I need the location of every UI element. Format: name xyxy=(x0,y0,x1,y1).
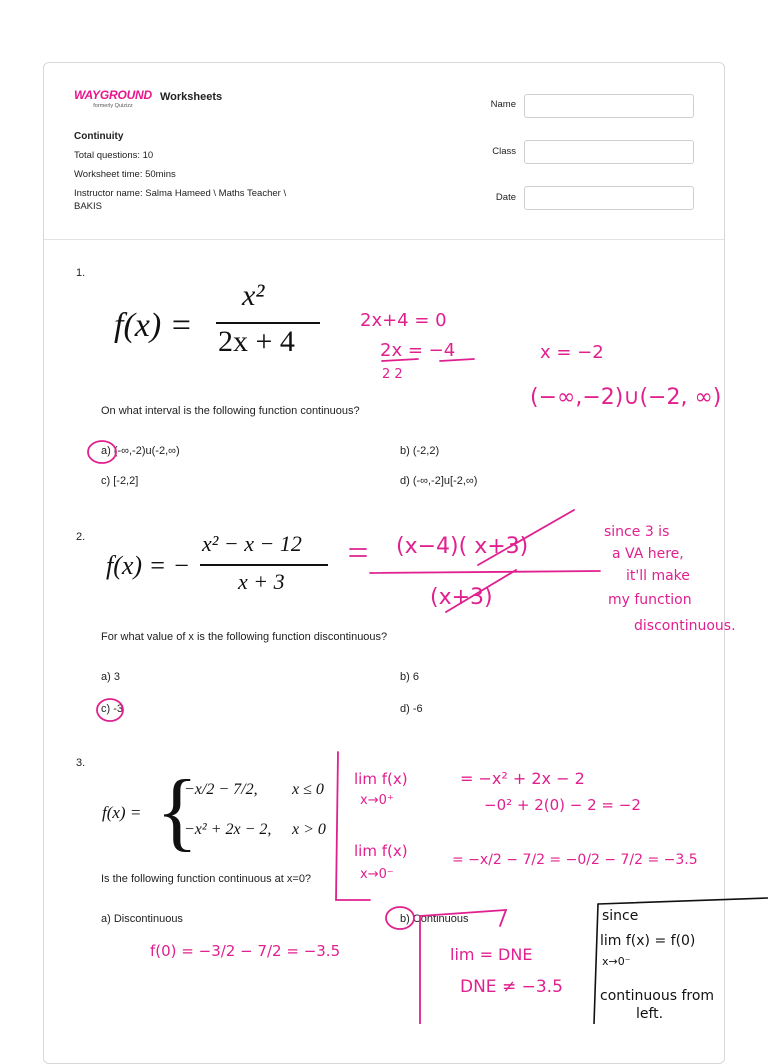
option-a[interactable]: a) Discontinuous xyxy=(101,913,183,925)
formula-piece-1: −x/2 − 7/2, xyxy=(184,781,258,798)
formula-denominator: x + 3 xyxy=(238,569,285,594)
ink-q3-lim-left: lim f(x) xyxy=(354,842,408,860)
ink-q1-solution: x = −2 xyxy=(540,342,604,363)
ink-q3-left-eval: = −x/2 − 7/2 = −0/2 − 7/2 = −3.5 xyxy=(452,852,698,868)
formula-condition-2: x > 0 xyxy=(292,821,326,838)
ink-q1-interval: (−∞,−2)∪(−2, ∞) xyxy=(530,385,722,410)
total-questions: Total questions: 10 xyxy=(74,150,154,161)
name-field[interactable] xyxy=(524,94,694,118)
ink-q3-conclusion-2: left. xyxy=(636,1006,664,1022)
formula-condition-1: x ≤ 0 xyxy=(292,781,324,798)
formula-lhs: f(x) = xyxy=(114,307,193,344)
question-1-formula xyxy=(114,279,324,367)
date-label: Date xyxy=(495,192,516,203)
instructor-name: Instructor name: Salma Hameed \ Maths Teacher \ BAKIS xyxy=(74,188,287,212)
worksheet-card xyxy=(43,62,725,1064)
option-d[interactable]: d) -6 xyxy=(400,703,423,715)
date-field[interactable] xyxy=(524,186,694,210)
option-b[interactable]: b) Continuous xyxy=(400,913,469,925)
ink-q2-note-1: since 3 is xyxy=(604,524,670,540)
question-2-text: For what value of x is the following function discontinuous? xyxy=(101,631,388,643)
ink-q3-f0: f(0) = −3/2 − 7/2 = −3.5 xyxy=(150,942,341,960)
formula-denominator: 2x + 4 xyxy=(218,325,295,358)
formula-lhs: f(x) = − xyxy=(106,551,191,580)
ink-q2-note-5: discontinuous. xyxy=(634,618,736,634)
ink-q3-right-eval: −0² + 2(0) − 2 = −2 xyxy=(484,796,641,814)
ink-q3-right-expr: = −x² + 2x − 2 xyxy=(460,769,585,788)
option-a[interactable]: a) 3 xyxy=(101,671,120,683)
question-number: 3. xyxy=(76,757,86,769)
ink-q3-approach-right: x→0⁺ xyxy=(360,793,394,808)
option-d[interactable]: d) (-∞,-2]u[-2,∞) xyxy=(400,475,478,487)
class-label: Class xyxy=(492,146,516,157)
formula-numerator: x² xyxy=(242,279,265,312)
fraction-bar xyxy=(216,322,320,324)
ink-q3-since-limit: lim f(x) = f(0) xyxy=(600,933,696,949)
logo-mark xyxy=(74,89,152,110)
worksheet-time: Worksheet time: 50mins xyxy=(74,169,176,180)
question-number: 2. xyxy=(76,531,86,543)
fraction-bar xyxy=(200,564,328,566)
ink-q2-note-3: it'll make xyxy=(626,568,690,584)
option-b[interactable]: b) 6 xyxy=(400,671,419,683)
class-field[interactable] xyxy=(524,140,694,164)
ink-q2-denominator: (x+3) xyxy=(430,585,493,610)
question-number: 1. xyxy=(76,267,86,279)
option-a[interactable]: a) (-∞,-2)u(-2,∞) xyxy=(101,445,180,457)
ink-q3-since: since xyxy=(602,908,639,924)
formula-numerator: x² − x − 12 xyxy=(202,531,302,556)
product-name: Worksheets xyxy=(159,91,223,103)
ink-q1-step: 2x = −4 xyxy=(380,340,456,361)
question-1-text: On what interval is the following function continuous? xyxy=(101,405,360,417)
question-3-text: Is the following function continuous at x=0? xyxy=(101,873,312,885)
ink-q3-approach-left: x→0⁻ xyxy=(360,867,394,882)
brand-subtitle: formerly Quizizz xyxy=(93,103,133,109)
brand-name: WAYGROUND xyxy=(74,88,152,102)
ink-q2-note-4: my function xyxy=(608,592,692,608)
ink-q3-lim-dne: lim = DNE xyxy=(450,945,533,964)
formula-piece-2: −x² + 2x − 2, xyxy=(184,821,272,838)
formula-lhs: f(x) = xyxy=(102,803,142,822)
option-c[interactable]: c) [-2,2] xyxy=(101,475,139,487)
worksheet-title: Continuity xyxy=(74,131,124,142)
header-divider xyxy=(44,239,724,240)
ink-q3-conclusion-1: continuous from xyxy=(600,988,715,1004)
name-label: Name xyxy=(490,99,516,110)
ink-q3-since-approach: x→0⁻ xyxy=(602,955,631,968)
option-b[interactable]: b) (-2,2) xyxy=(400,445,440,457)
ink-q2-note-2: a VA here, xyxy=(612,546,684,562)
worksheet-meta xyxy=(74,127,294,213)
question-2-formula xyxy=(106,533,346,605)
question-3-formula xyxy=(102,763,342,869)
ink-q3-dne-compare: DNE ≠ −3.5 xyxy=(460,977,563,997)
ink-q3-lim-right: lim f(x) xyxy=(354,770,408,788)
ink-q2-numerator: (x−4)( x+3) xyxy=(396,534,529,559)
option-c[interactable]: c) -3 xyxy=(101,703,123,715)
wayground-logo xyxy=(74,89,222,110)
ink-q1-equation: 2x+4 = 0 xyxy=(360,310,447,331)
left-brace: { xyxy=(156,763,199,860)
ink-q1-denominators: 2 2 xyxy=(382,367,403,382)
